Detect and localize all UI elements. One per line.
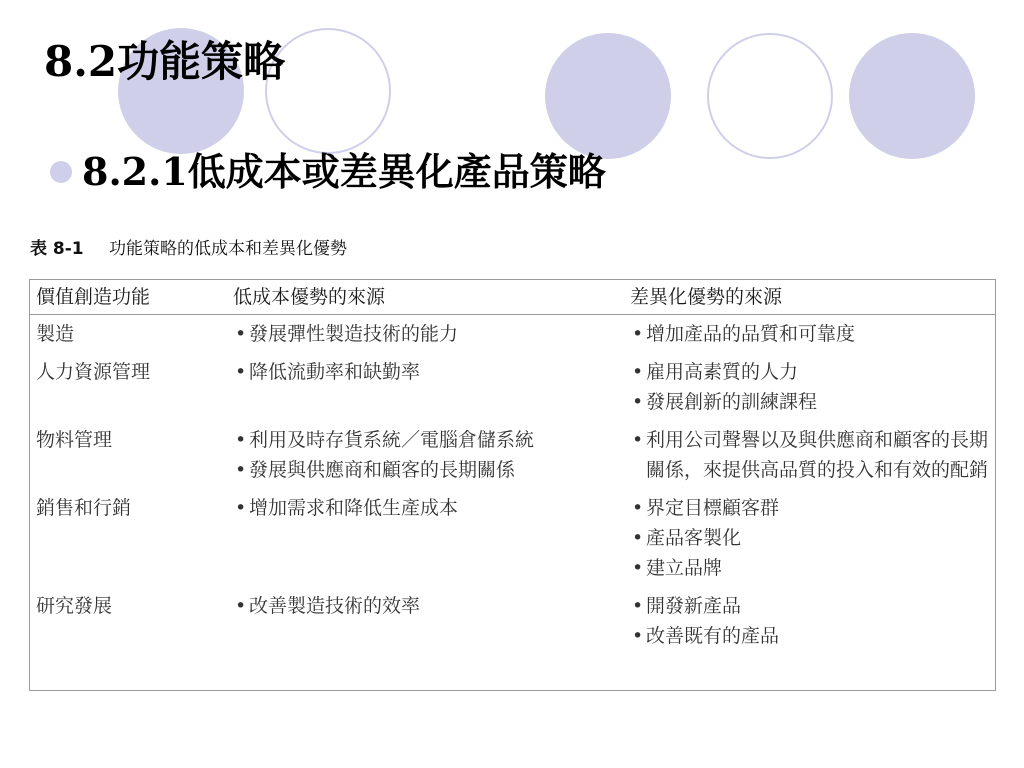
column-header-differentiation: 差異化優勢的來源 xyxy=(624,280,995,315)
table-row xyxy=(30,417,995,485)
differentiation-item: • 建立品牌 xyxy=(630,553,989,583)
differentiation-item: • 增加產品的品質和可靠度 xyxy=(630,319,989,349)
differentiation-item: • 產品客製化 xyxy=(630,523,989,553)
differentiation-item: • 利用公司聲譽以及與供應商和顧客的長期關係，來提供高品質的投入和有效的配銷 xyxy=(630,425,989,485)
table-row xyxy=(30,485,995,583)
strategy-table xyxy=(30,280,995,651)
low-cost-cell xyxy=(227,349,624,417)
differentiation-list xyxy=(630,425,989,485)
function-cell: 物料管理 xyxy=(36,429,113,451)
subtitle-bullet xyxy=(50,142,606,202)
column-header-function: 價值創造功能 xyxy=(30,280,227,315)
low-cost-cell xyxy=(227,583,624,651)
differentiation-list xyxy=(630,493,989,583)
differentiation-list xyxy=(630,591,989,651)
slide-title: 8.2功能策略 xyxy=(44,37,286,86)
decorative-circle-filled xyxy=(545,33,671,159)
differentiation-item: • 發展創新的訓練課程 xyxy=(630,387,989,417)
low-cost-list xyxy=(233,493,618,523)
function-cell: 製造 xyxy=(36,323,75,345)
table-header-row xyxy=(30,280,995,315)
low-cost-list xyxy=(233,591,618,621)
low-cost-item: • 發展彈性製造技術的能力 xyxy=(233,319,618,349)
low-cost-list xyxy=(233,319,618,349)
low-cost-item: • 增加需求和降低生產成本 xyxy=(233,493,618,523)
column-header-low-cost: 低成本優勢的來源 xyxy=(227,280,624,315)
table-caption-number: 表 8-1 xyxy=(30,239,84,259)
table-row xyxy=(30,583,995,651)
decorative-circle-filled xyxy=(849,33,975,159)
differentiation-cell xyxy=(624,583,995,651)
low-cost-item: • 降低流動率和缺勤率 xyxy=(233,357,618,387)
differentiation-item: • 開發新產品 xyxy=(630,591,989,621)
differentiation-cell xyxy=(624,417,995,485)
low-cost-item: • 利用及時存貨系統／電腦倉儲系統 xyxy=(233,425,618,455)
low-cost-list xyxy=(233,425,618,485)
differentiation-list xyxy=(630,357,989,417)
decorative-circle-outline xyxy=(707,33,833,159)
function-cell: 人力資源管理 xyxy=(36,361,151,383)
table-row xyxy=(30,349,995,417)
differentiation-list xyxy=(630,319,989,349)
low-cost-list xyxy=(233,357,618,387)
low-cost-item: • 改善製造技術的效率 xyxy=(233,591,618,621)
low-cost-cell xyxy=(227,417,624,485)
differentiation-cell xyxy=(624,349,995,417)
table-body xyxy=(30,315,995,652)
table-caption xyxy=(30,236,347,262)
differentiation-item: • 雇用高素質的人力 xyxy=(630,357,989,387)
differentiation-item: • 改善既有的產品 xyxy=(630,621,989,651)
differentiation-item: • 界定目標顧客群 xyxy=(630,493,989,523)
low-cost-cell xyxy=(227,485,624,583)
bullet-dot-icon xyxy=(50,161,72,183)
low-cost-cell xyxy=(227,315,624,350)
table-row xyxy=(30,315,995,350)
low-cost-item: • 發展與供應商和顧客的長期關係 xyxy=(233,455,618,485)
differentiation-cell xyxy=(624,485,995,583)
function-cell: 銷售和行銷 xyxy=(36,497,132,519)
table-caption-text: 功能策略的低成本和差異化優勢 xyxy=(109,239,348,259)
function-cell: 研究發展 xyxy=(36,595,113,617)
slide-subtitle: 8.2.1低成本或差異化產品策略 xyxy=(82,149,606,194)
strategy-table-frame xyxy=(29,279,996,691)
differentiation-cell xyxy=(624,315,995,350)
